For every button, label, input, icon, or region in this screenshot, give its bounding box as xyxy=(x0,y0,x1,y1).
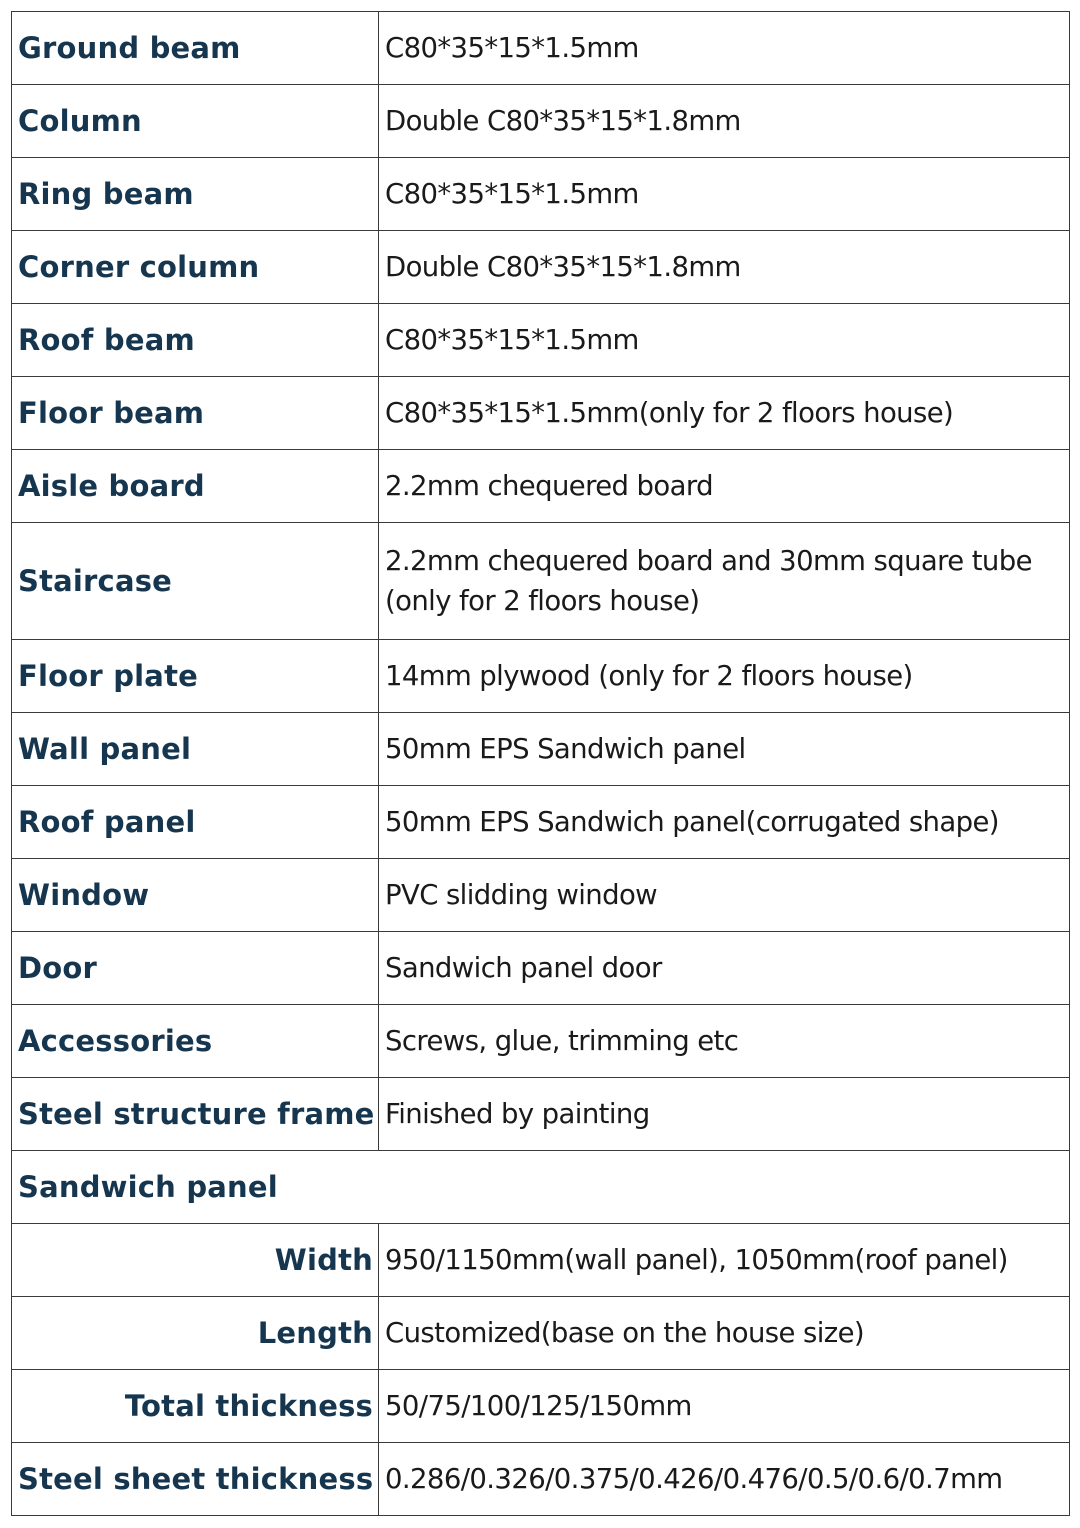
row-label: Steel structure frame xyxy=(12,1078,379,1151)
row-value: Sandwich panel door xyxy=(379,932,1070,1005)
table-row xyxy=(12,1224,1070,1297)
row-label: Window xyxy=(12,859,379,932)
row-value: C80*35*15*1.5mm(only for 2 floors house) xyxy=(379,377,1070,450)
sub-row-label: Length xyxy=(12,1297,379,1370)
sub-row-value: 0.286/0.326/0.375/0.426/0.476/0.5/0.6/0.7mm xyxy=(379,1443,1070,1516)
table-row xyxy=(12,786,1070,859)
table-row xyxy=(12,1443,1070,1516)
table-row xyxy=(12,85,1070,158)
row-value: Finished by painting xyxy=(379,1078,1070,1151)
section-header-row xyxy=(12,1151,1070,1224)
row-label: Roof beam xyxy=(12,304,379,377)
row-value: Double C80*35*15*1.8mm xyxy=(379,85,1070,158)
table-row xyxy=(12,713,1070,786)
sub-row-label: Total thickness xyxy=(12,1370,379,1443)
section-title: Sandwich panel xyxy=(12,1151,1070,1224)
row-value: Double C80*35*15*1.8mm xyxy=(379,231,1070,304)
row-value xyxy=(379,523,1070,640)
table-row xyxy=(12,231,1070,304)
row-value: 2.2mm chequered board xyxy=(379,450,1070,523)
sub-row-label: Width xyxy=(12,1224,379,1297)
row-label: Aisle board xyxy=(12,450,379,523)
row-value-line: 2.2mm chequered board and 30mm square tube xyxy=(385,545,1032,577)
sub-row-value: 950/1150mm(wall panel), 1050mm(roof panel) xyxy=(379,1224,1070,1297)
sub-row-label: Steel sheet thickness xyxy=(12,1443,379,1516)
row-value: 50mm EPS Sandwich panel xyxy=(379,713,1070,786)
table-row xyxy=(12,158,1070,231)
sub-row-value: 50/75/100/125/150mm xyxy=(379,1370,1070,1443)
row-label: Staircase xyxy=(12,523,379,640)
row-label: Door xyxy=(12,932,379,1005)
row-label: Ring beam xyxy=(12,158,379,231)
table-row xyxy=(12,1370,1070,1443)
row-label: Corner column xyxy=(12,231,379,304)
row-value: C80*35*15*1.5mm xyxy=(379,158,1070,231)
row-value: PVC slidding window xyxy=(379,859,1070,932)
table-row xyxy=(12,450,1070,523)
table-row xyxy=(12,377,1070,450)
row-label: Wall panel xyxy=(12,713,379,786)
row-value: 14mm plywood (only for 2 floors house) xyxy=(379,640,1070,713)
table-row xyxy=(12,523,1070,640)
table-row xyxy=(12,1078,1070,1151)
row-label: Column xyxy=(12,85,379,158)
row-label: Roof panel xyxy=(12,786,379,859)
table-row xyxy=(12,859,1070,932)
row-value: C80*35*15*1.5mm xyxy=(379,304,1070,377)
row-label: Floor plate xyxy=(12,640,379,713)
table-row xyxy=(12,12,1070,85)
row-value: C80*35*15*1.5mm xyxy=(379,12,1070,85)
table-row xyxy=(12,640,1070,713)
row-value-line: (only for 2 floors house) xyxy=(385,585,700,617)
table-row xyxy=(12,1297,1070,1370)
sub-row-value: Customized(base on the house size) xyxy=(379,1297,1070,1370)
row-value: Screws, glue, trimming etc xyxy=(379,1005,1070,1078)
table-row xyxy=(12,304,1070,377)
spec-table xyxy=(11,11,1070,1516)
row-value: 50mm EPS Sandwich panel(corrugated shape) xyxy=(379,786,1070,859)
table-row xyxy=(12,932,1070,1005)
row-label: Floor beam xyxy=(12,377,379,450)
table-row xyxy=(12,1005,1070,1078)
row-label: Ground beam xyxy=(12,12,379,85)
row-label: Accessories xyxy=(12,1005,379,1078)
